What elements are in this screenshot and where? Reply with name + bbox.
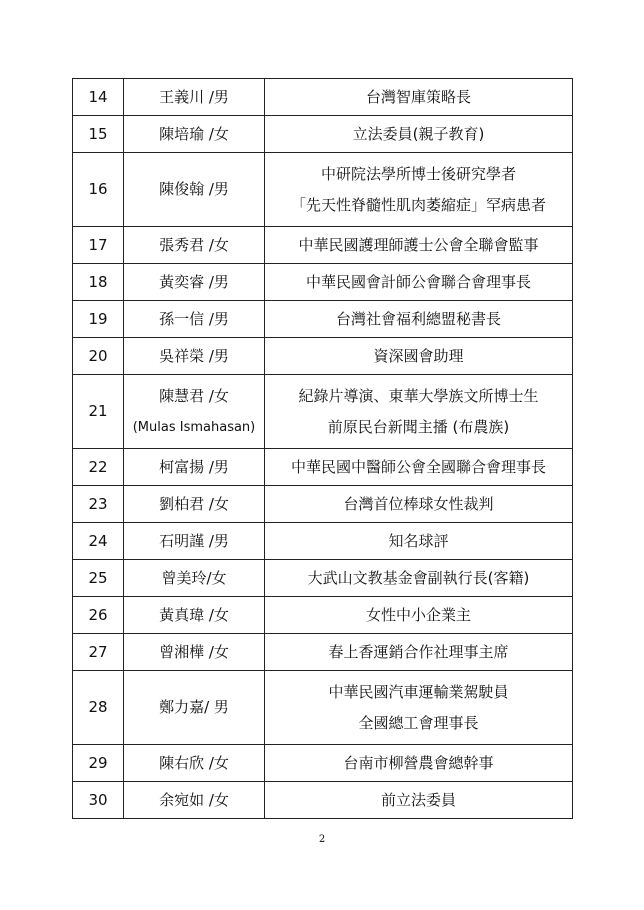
member-title: [265, 634, 573, 671]
member-title-line: 中華民國中醫師公會全國聯合會理事長: [290, 457, 546, 476]
member-name: [124, 375, 265, 449]
roster-table: [72, 78, 573, 819]
member-name: [124, 264, 265, 301]
member-title-line: 台灣社會福利總盟秘書長: [335, 309, 501, 328]
table-row: [73, 634, 573, 671]
member-name-line: 曾湘樺 /女: [159, 642, 229, 661]
row-number: 14: [73, 79, 124, 116]
member-name-line: 黃真瑋 /女: [159, 605, 229, 624]
row-number: 19: [73, 301, 124, 338]
member-title-line: 「先天性脊髓性肌肉萎縮症」罕病患者: [290, 195, 546, 214]
member-title: [265, 523, 573, 560]
member-title-line: 前立法委員: [380, 790, 456, 809]
member-title-line: 前原民台新聞主播 (布農族): [327, 417, 510, 436]
table-row: [73, 671, 573, 745]
member-name: [124, 301, 265, 338]
member-title: [265, 486, 573, 523]
member-name: [124, 745, 265, 782]
member-name: [124, 523, 265, 560]
member-name: [124, 79, 265, 116]
table-row: [73, 79, 573, 116]
member-title: [265, 116, 573, 153]
member-name-line: 陳右欣 /女: [159, 753, 229, 772]
member-name: [124, 449, 265, 486]
table-row: [73, 486, 573, 523]
member-title: [265, 375, 573, 449]
member-title: [265, 227, 573, 264]
member-title-line: 台灣智庫策略長: [365, 87, 471, 106]
member-name: [124, 116, 265, 153]
table-row: [73, 449, 573, 486]
table-row: [73, 560, 573, 597]
member-title-line: 中華民國會計師公會聯合會理事長: [305, 272, 531, 291]
page-number: 2: [318, 834, 326, 845]
member-name-line: (Mulas Ismahasan): [132, 419, 256, 435]
table-row: [73, 227, 573, 264]
row-number: 26: [73, 597, 124, 634]
member-name: [124, 486, 265, 523]
member-title-line: 中華民國護理師護士公會全聯會監事: [298, 235, 539, 254]
member-title-line: 台灣首位棒球女性裁判: [343, 494, 494, 513]
row-number: 30: [73, 782, 124, 819]
member-name: [124, 227, 265, 264]
member-name: [124, 597, 265, 634]
member-name: [124, 560, 265, 597]
member-name-line: 劉柏君 /女: [159, 494, 229, 513]
member-name-line: 王義川 /男: [159, 87, 229, 106]
table-row: [73, 338, 573, 375]
row-number: 24: [73, 523, 124, 560]
member-name: [124, 634, 265, 671]
member-name-line: 陳培瑜 /女: [159, 124, 229, 143]
row-number: 16: [73, 153, 124, 227]
member-name: [124, 338, 265, 375]
row-number: 22: [73, 449, 124, 486]
table-row: [73, 116, 573, 153]
table-row: [73, 745, 573, 782]
row-number: 20: [73, 338, 124, 375]
roster-body: [73, 79, 573, 819]
row-number: 25: [73, 560, 124, 597]
row-number: 27: [73, 634, 124, 671]
member-title-line: 春上香運銷合作社理事主席: [328, 642, 509, 661]
member-title-line: 中華民國汽車運輸業駕駛員: [328, 682, 509, 701]
member-name-line: 孫一信 /男: [159, 309, 229, 328]
table-row: [73, 597, 573, 634]
member-title-line: 知名球評: [388, 531, 449, 550]
member-name: [124, 782, 265, 819]
member-title: [265, 560, 573, 597]
member-title: [265, 449, 573, 486]
table-row: [73, 523, 573, 560]
member-title-line: 資深國會助理: [373, 346, 464, 365]
member-title-line: 大武山文教基金會副執行長(客籍): [307, 568, 530, 587]
member-title: [265, 79, 573, 116]
member-title: [265, 671, 573, 745]
member-name: [124, 153, 265, 227]
row-number: 29: [73, 745, 124, 782]
row-number: 17: [73, 227, 124, 264]
table-row: [73, 782, 573, 819]
table-row: [73, 264, 573, 301]
member-title: [265, 597, 573, 634]
row-number: 23: [73, 486, 124, 523]
member-title-line: 中研院法學所博士後研究學者: [320, 164, 516, 183]
member-name-line: 張秀君 /女: [159, 235, 229, 254]
row-number: 18: [73, 264, 124, 301]
member-name-line: 黃奕睿 /男: [159, 272, 229, 291]
table-row: [73, 375, 573, 449]
member-title: [265, 301, 573, 338]
row-number: 28: [73, 671, 124, 745]
member-name-line: 吳祥榮 /男: [159, 346, 229, 365]
member-title: [265, 745, 573, 782]
table-row: [73, 301, 573, 338]
member-title-line: 立法委員(親子教育): [352, 124, 485, 143]
member-title-line: 全國總工會理事長: [358, 713, 479, 732]
member-name: [124, 671, 265, 745]
member-title: [265, 153, 573, 227]
row-number: 21: [73, 375, 124, 449]
member-name-line: 曾美玲/女: [161, 568, 227, 587]
member-name-line: 陳慧君 /女: [159, 386, 229, 405]
member-name-line: 柯富揚 /男: [159, 457, 229, 476]
member-title: [265, 338, 573, 375]
member-name-line: 陳俊翰 /男: [159, 180, 229, 198]
member-name-line: 余宛如 /女: [159, 790, 229, 809]
table-row: [73, 153, 573, 227]
member-name-line: 石明謹 /男: [159, 531, 229, 550]
member-title-line: 女性中小企業主: [365, 605, 471, 624]
member-name-line: 鄭力嘉/ 男: [159, 698, 229, 716]
member-title: [265, 782, 573, 819]
row-number: 15: [73, 116, 124, 153]
member-title-line: 台南市柳營農會總幹事: [343, 753, 494, 772]
member-title-line: 紀錄片導演、東華大學族文所博士生: [298, 386, 539, 405]
member-title: [265, 264, 573, 301]
